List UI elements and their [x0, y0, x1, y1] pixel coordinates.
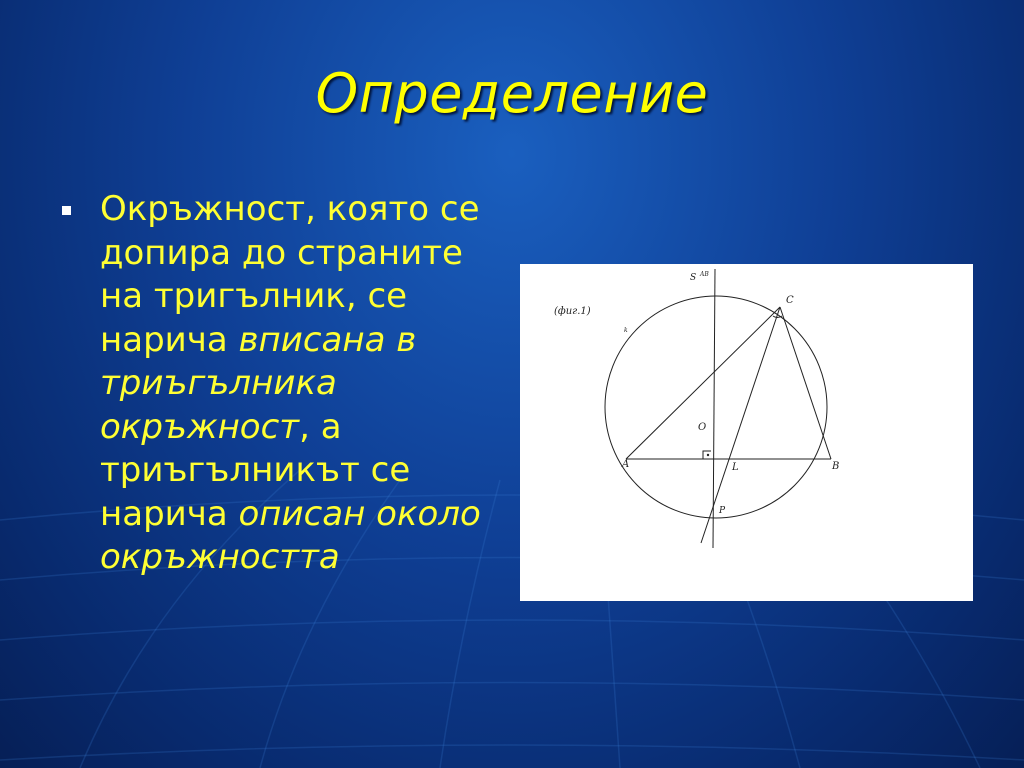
angle-bisector-cp — [701, 307, 780, 543]
bullet-text-part1: Окръжност, която се допира до страните на тригълник, се нарича — [100, 189, 480, 360]
bullet-text-part2: , а триъгълникът се нарича — [100, 406, 411, 534]
bullet-item — [100, 188, 490, 580]
label-k: k — [624, 327, 628, 334]
label-s-subscript: AB — [700, 271, 709, 278]
label-a: A — [622, 459, 630, 470]
segment-ac — [626, 307, 780, 459]
slide-title: Определение — [315, 62, 709, 125]
segment-bc — [780, 307, 831, 459]
label-l: L — [732, 462, 739, 473]
label-s: S — [690, 273, 697, 283]
bullet-marker — [62, 206, 71, 215]
bullet-text-italic2: описан около окръжността — [100, 493, 481, 577]
right-angle-dot — [707, 454, 709, 456]
bullet-text-italic1: вписана в триъгълника окръжност — [100, 319, 417, 447]
figure-diagram — [520, 264, 973, 601]
label-c: C — [786, 295, 794, 306]
label-p: P — [719, 506, 726, 516]
figure-caption: (фиг.1) — [554, 306, 591, 317]
label-o: O — [698, 422, 707, 433]
geometry-figure — [520, 264, 973, 601]
circumcircle — [605, 296, 827, 518]
label-b: B — [832, 461, 840, 472]
